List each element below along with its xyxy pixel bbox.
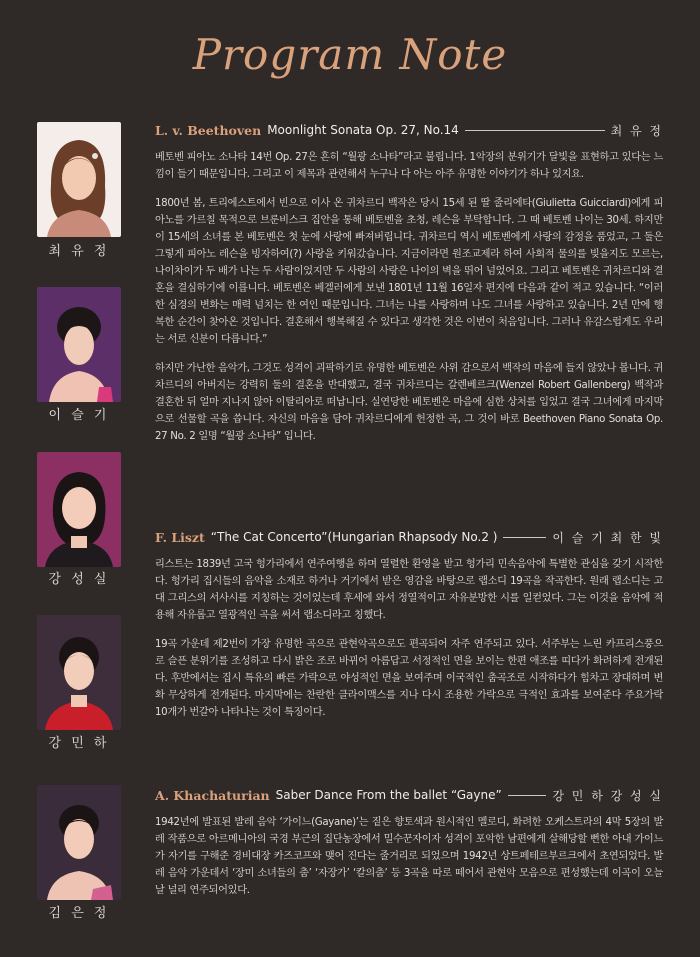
piece-performers: 이 슬 기 최 한 빛 — [552, 530, 663, 545]
program-item-khachaturian — [155, 786, 663, 899]
program-item-header — [155, 528, 663, 546]
divider-rule — [508, 795, 547, 796]
composer-name: F. Liszt — [155, 529, 205, 545]
piece-performers: 강 민 하 강 성 실 — [552, 788, 663, 803]
work-title: Saber Dance From the ballet “Gayne” — [275, 788, 502, 802]
piece-performers: 최 유 정 — [610, 123, 663, 138]
paragraph: 1942년에 발표된 발레 음악 ‘가이느(Gayane)’는 짙은 향토색과 원시적인 멜로디, 화려한 오케스트라의 4막 5장의 발레 작품으로 아르메니아의 국경 부근의 집단농장에서 밀수꾼자이자 성격이 포악한 남편에게 살해당할 뻔한 아내 가이느가 자기를 구해준 경비대장 카즈코프와 맺어 진다는 줄거리로 되었으며 1942년 상트페테르부르크에서 초연되었다. 발레 음악 가운데서 ‘장미 소녀들의 춤’ ‘자장가’ ‘칼의춤’ 등 3곡을 따로 떼어서 관현악 모음으로 편성했는데 이곡이 오늘 날 널리 연주되어있다. — [155, 817, 663, 896]
program-item-header — [155, 786, 663, 804]
divider-rule — [465, 130, 605, 131]
performer-name: 이 슬 기 — [48, 408, 110, 423]
performer-name: 강 민 하 — [48, 736, 110, 751]
paragraph: 리스트는 1839년 고국 헝가리에서 연주여행을 하며 열렬한 환영을 받고 헝가리 민속음악에 특별한 관심을 갖기 시작한다. 헝가리 집시들의 음악을 소재로 하거나 거기에서 받은 영감을 바탕으로 랩소디 19곡을 작곡한다. 원래 랩소디는 고대 그리스의 서사시를 지칭하는 것이었는데 후세에 와서 정열적이고 자유분방한 시를 일컫었다. 그는 이것을 음악에 적용해 자유롭고 열광적인 곡을 써서 랩소디라고 칭했다. — [155, 559, 663, 621]
performer-photo-2 — [37, 287, 121, 402]
performer-name: 강 성 실 — [48, 572, 110, 587]
work-title: Moonlight Sonata Op. 27, No.14 — [267, 123, 459, 137]
program-item-header — [155, 121, 663, 139]
paragraph: 19곡 가운데 제2번이 가장 유명한 곡으로 관현악곡으로도 편곡되어 자주 연주되고 있다. 서주부는 느린 카프리스풍으로 슬픈 분위기를 조성하고 다시 밝은 조로 바뀌어 아름답고 서정적인 면을 보이는 한편 애조를 띠다가 화려하게 전개된다. 후반에서는 집시 특유의 빠른 가락으로 야성적인 면을 보여주며 이국적인 춤곡조로 시작하다가 힘차고 장대하며 변화 무상하게 전개된다. 마지막에는 찬란한 클라이맥스를 지나 다시 조용한 가락으로 극적인 효과를 보여준다 주요가락 10개가 번갈아 나타나는 것이 특징이다. — [155, 639, 663, 718]
paragraph: 하지만 가난한 음악가, 그것도 성격이 괴팍하기로 유명한 베토벤은 사위 감으로서 백작의 마음에 들지 않았나 봅니다. 귀차르디의 아버지는 강력히 둘의 결혼을 반대했고, 결국 귀차르디는 갈렌베르크(Wenzel Robert Gallenberg) 백작과 결혼한 뒤 얼마 지나지 않아 이탈리아로 떠납니다. 실연당한 베토벤은 마음에 심한 상처를 입었고 결국 그녀에게 마지막으로 선물할 곡을 씁니다. 자신의 마음을 담아 귀차르디에게 헌정한 곡, 그 것이 바로 Beethoven Piano Sonata Op. 27 No. 2 일명 “월광 소나타” 입니다. — [155, 363, 663, 442]
program-item-liszt — [155, 528, 663, 721]
composer-name: A. Khachaturian — [155, 787, 270, 803]
performer-name: 김 은 정 — [48, 906, 110, 921]
paragraph: 1800년 봄, 트리에스트에서 빈으로 이사 온 귀차르디 백작은 당시 15세 된 딸 줄리에타(Giulietta Guicciardi)에게 피아노를 가르칠 목적으로 브룬비스크 집안을 통해 베토벤을 초청, 레슨을 부탁합니다. 그 때 베토벤 나이는 30세. 하지만 이 15세의 소녀를 본 베토벤은 첫 눈에 사랑에 빠져버립니다. 귀차르디 역시 베토벤에게 사랑의 감정을 품었고, 그 둘은 그렇게 피아노 레슨을 빙자하여(?) 사랑을 키워갔습니다. 지금이라면 원조교제라 하여 사회적 물의를 빚을지도 모르는, 나이차이가 두 배가 나는 두 사람이었지만 두 사람의 사랑은 나이의 벽을 뛰어 넘었어요. 그리고 베토벤은 귀차르디와 결혼을 결심하기에 이릅니다. 베토벤은 베겔러에게 보낸 1801년 11월 16일자 편지에 다음과 같이 적고 있습니다. “이러한 심경의 변화는 매력 넘치는 한 여인 때문입니다. 그녀는 나를 사랑하며 나도 그녀를 사랑하고 있습니다. 2년 만에 행복한 순간이 찾아온 것입니다. 결혼해서 행복해질 수 있다고 생각한 것은 이번이 처음입니다. 그러나 유감스럽게도 우리는 서로 신분이 다릅니다.” — [155, 198, 663, 345]
performer-name: 최 유 정 — [48, 244, 110, 259]
performer-photo-1 — [37, 122, 121, 237]
performer-photo-4 — [37, 615, 121, 730]
divider-rule — [503, 537, 546, 538]
page-title: Program Note — [192, 30, 508, 79]
work-title: “The Cat Concerto”(Hungarian Rhapsody No.2 ) — [210, 530, 498, 544]
performer-photo-3 — [37, 452, 121, 567]
performer-photo-5 — [37, 785, 121, 900]
program-item-beethoven — [155, 121, 663, 445]
composer-name: L. v. Beethoven — [155, 122, 262, 138]
paragraph: 베토벤 피아노 소나타 14번 Op. 27은 흔히 “월광 소나타”라고 불립니다. 1악장의 분위기가 달빛을 표현하고 있다는 느낌이 들기 때문입니다. 그리고 이 제목과 관련해서 누구나 다 아는 아주 유명한 이야기가 하나 있지요. — [155, 152, 663, 180]
